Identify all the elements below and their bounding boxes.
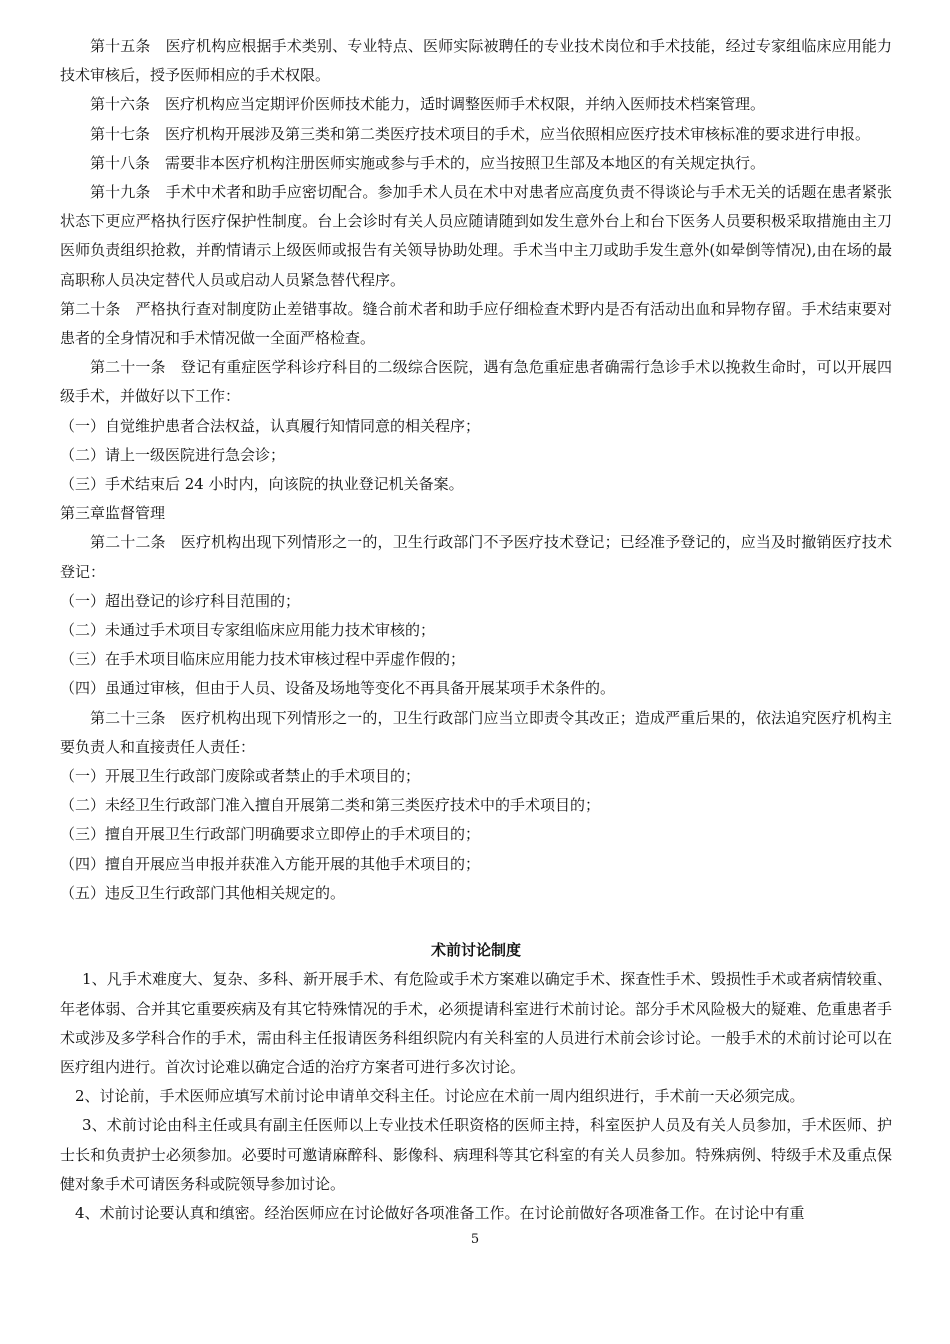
section-paragraph-3: 3、术前讨论由科主任或具有副主任医师以上专业技术任职资格的医师主持，科室医护人员及有关人员参加，手术医师、护士长和负责护士必须参加。必要时可邀请麻醉科、影像科、病理科等其它科室的有关人员参加。特殊病例、特级手术及重点保健对象手术可请医务科或院领导参加讨论。 [60,1116,892,1193]
list-item: （三）在手术项目临床应用能力技术审核过程中弄虚作假的； [60,650,466,669]
article-20: 第二十条 严格执行查对制度防止差错事故。缝合前术者和助手应仔细检查术野内是否有活动出血和异物存留。手术结束要对患者的全身情况和手术情况做一全面严格检查。 [60,299,892,348]
article-23: 第二十三条 医疗机构出现下列情形之一的，卫生行政部门应当立即责令其改正；造成严重后果的，依法追究医疗机构主要负责人和直接责任人责任： [60,708,892,756]
section-paragraph-2: 2、讨论前，手术医师应填写术前讨论申请单交科主任。讨论应在术前一周内组织进行，手术前一天必须完成。 [75,1087,805,1106]
list-item: （五）违反卫生行政部门其他相关规定的。 [60,883,346,902]
list-item: （二）请上一级医院进行急会诊； [60,445,286,464]
article-17: 第十七条 医疗机构开展涉及第三类和第二类医疗技术项目的手术，应当依照相应医疗技术审核标准的要求进行申报。 [90,124,871,143]
list-item: （一）开展卫生行政部门废除或者禁止的手术项目的； [60,767,421,786]
chapter-heading: 第三章监督管理 [60,504,166,523]
section-title: 术前讨论制度 [430,941,521,960]
article-22: 第二十二条 医疗机构出现下列情形之一的，卫生行政部门不予医疗技术登记；已经准予登记的，应当及时撤销医疗技术登记： [60,533,892,581]
list-item: （四）擅自开展应当申报并获准入方能开展的其他手术项目的； [60,854,481,873]
section-paragraph-1: 1、凡手术难度大、复杂、多科、新开展手术、有危险或手术方案难以确定手术、探查性手术、毁损性手术或者病情较重、年老体弱、合并其它重要疾病及有其它特殊情况的手术，必须提请科室进行术前讨论。部分手术风险极大的疑难、危重患者手术或涉及多学科合作的手术，需由科主任报请医务科组织院内有关科室的人员进行术前会诊讨论。一般手术的术前讨论可以在医疗组内进行。首次讨论难以确定合适的治疗方案者可进行多次讨论。 [60,970,892,1076]
list-item: （二）未经卫生行政部门准入擅自开展第二类和第三类医疗技术中的手术项目的； [60,796,601,815]
article-16: 第十六条 医疗机构应当定期评价医师技术能力，适时调整医师手术权限，并纳入医师技术档案管理。 [90,95,766,114]
list-item: （二）未通过手术项目专家组临床应用能力技术审核的； [60,621,436,640]
list-item: （三）手术结束后 24 小时内，向该院的执业登记机关备案。 [60,475,464,494]
page-number: 5 [470,1232,480,1247]
article-19: 第十九条 手术中术者和助手应密切配合。参加手术人员在术中对患者应高度负责不得谈论与手术无关的话题在患者紧张状态下更应严格执行医疗保护性制度。台上会诊时有关人员应随请随到如发生意外台上和台下医务人员要积极采取措施由主刀医师负责组织抢救，并酌情请示上级医师或报告有关领导协助处理。手术当中主刀或助手发生意外(如晕倒等情况),由在场的最高职称人员决定替代人员或启动人员紧急替代程序。 [60,183,892,289]
article-21: 第二十一条 登记有重症医学科诊疗科目的二级综合医院，遇有急危重症患者确需行急诊手术以挽救生命时，可以开展四级手术，并做好以下工作： [60,358,892,406]
list-item: （一）自觉维护患者合法权益，认真履行知情同意的相关程序； [60,416,481,435]
spacer [60,908,892,936]
list-item: （三）擅自开展卫生行政部门明确要求立即停止的手术项目的； [60,825,481,844]
section-paragraph-4: 4、术前讨论要认真和缜密。经治医师应在讨论做好各项准备工作。在讨论前做好各项准备工作。在讨论中有重 [75,1203,805,1222]
document-body [60,32,892,1228]
article-15: 第十五条 医疗机构应根据手术类别、专业特点、医师实际被聘任的专业技术岗位和手术技能，经过专家组临床应用能力技术审核后，授予医师相应的手术权限。 [60,37,892,85]
list-item: （四）虽通过审核，但由于人员、设备及场地等变化不再具备开展某项手术条件的。 [60,679,616,698]
list-item: （一）超出登记的诊疗科目范围的； [60,591,301,610]
article-18: 第十八条 需要非本医疗机构注册医师实施或参与手术的，应当按照卫生部及本地区的有关规定执行。 [90,153,766,172]
